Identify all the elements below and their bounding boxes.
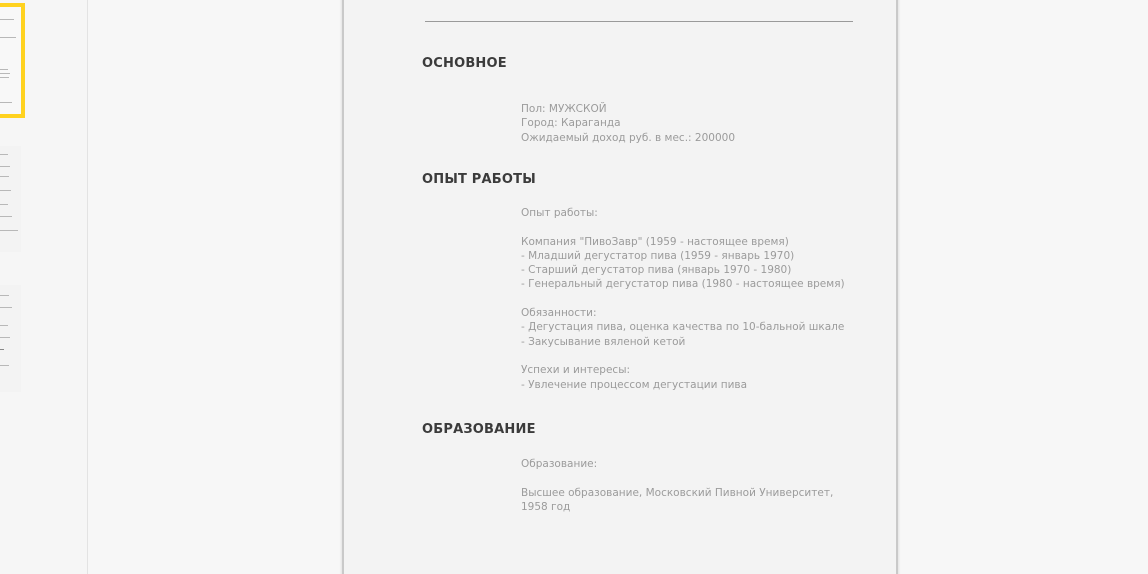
section-main-content (521, 102, 861, 145)
page-thumbnails-panel[interactable] (0, 0, 88, 574)
education-details: Высшее образование, Московский Пивной Университет, 1958 год (521, 486, 834, 513)
position-line: - Младший дегустатор пива (1959 - январь 1970) (521, 249, 795, 262)
section-experience-content (521, 206, 861, 392)
resume-page (342, 0, 898, 574)
city-line: Город: Караганда (521, 117, 621, 130)
duty-line: - Закусывание вяленой кетой (521, 335, 686, 348)
position-line: - Генеральный дегустатор пива (1980 - настоящее время) (521, 278, 845, 291)
section-education-content (521, 457, 861, 514)
page-thumbnail-2[interactable] (0, 146, 21, 252)
section-title-experience: ОПЫТ РАБОТЫ (422, 172, 536, 187)
page-thumbnail-1[interactable] (0, 3, 25, 118)
achievements-label: Успехи и интересы: (521, 364, 631, 377)
experience-label: Опыт работы: (521, 207, 598, 219)
duties-label: Обязанности: (521, 307, 597, 320)
section-title-education: ОБРАЗОВАНИЕ (422, 422, 536, 437)
section-title-main: ОСНОВНОЕ (422, 56, 507, 71)
header-divider (425, 21, 853, 22)
income-line: Ожидаемый доход руб. в мес.: 200000 (521, 131, 735, 144)
page-thumbnail-3[interactable] (0, 285, 21, 392)
duty-line: - Дегустация пива, оценка качества по 10-бальной шкале (521, 321, 845, 334)
achievement-line: - Увлечение процессом дегустации пива (521, 378, 748, 391)
gender-line: Пол: МУЖСКОЙ (521, 103, 607, 115)
company-line: Компания "ПивоЗавр" (1959 - настоящее время) (521, 235, 789, 248)
position-line: - Старший дегустатор пива (январь 1970 - 1980) (521, 264, 792, 277)
education-label: Образование: (521, 458, 598, 470)
document-canvas[interactable] (88, 0, 1148, 574)
